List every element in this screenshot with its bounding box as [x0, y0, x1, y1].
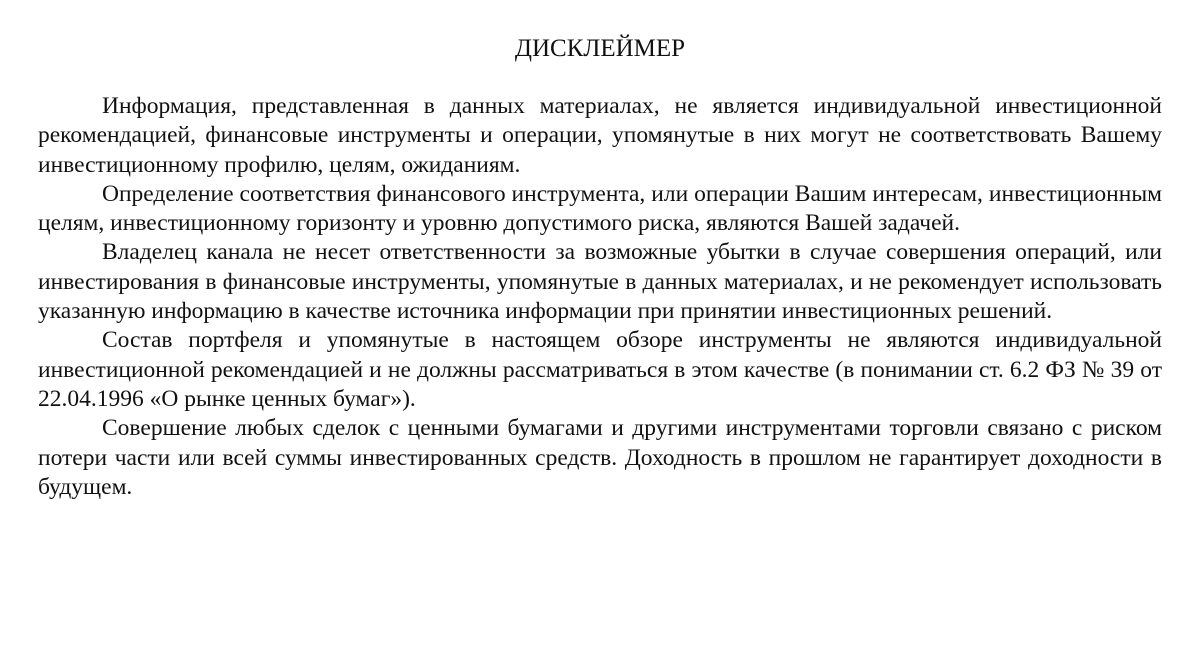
paragraph-risk: Совершение любых сделок с ценными бумагами и другими инструментами торговли связано с риском потери части или всей суммы инвестированных средств. Доходность в прошлом не гарантирует доходности в будущем.	[38, 415, 1162, 500]
paragraph-suitability: Определение соответствия финансового инструмента, или операции Вашим интересам, инвестиционным целям, инвестиционному горизонту и уровню допустимого риска, являются Вашей задачей.	[38, 180, 1162, 237]
disclaimer-document	[38, 34, 1162, 502]
paragraph-liability: Владелец канала не несет ответственности за возможные убытки в случае совершения операций, или инвестирования в финансовые инструменты, упомянутые в данных материалах, и не рекомендует использовать указанную информацию в качестве источника информации при принятии инвестиционных решений.	[38, 239, 1162, 325]
paragraph-portfolio: Состав портфеля и упомянутые в настоящем обзоре инструменты не являются индивидуальной инвестиционной рекомендацией и не должны рассматриваться в этом качестве (в понимании ст. 6.2 ФЗ № 39 от 22.04.1996 «О рынке ценных бумаг»).	[38, 327, 1162, 412]
paragraph-not-recommendation: Информация, представленная в данных материалах, не является индивидуальной инвестиционной рекомендацией, финансовые инструменты и операции, упомянутые в них могут не соответствовать Вашему инвестиционному профилю, целям, ожиданиям.	[38, 93, 1162, 178]
document-title: ДИСКЛЕЙМЕР	[514, 35, 686, 62]
